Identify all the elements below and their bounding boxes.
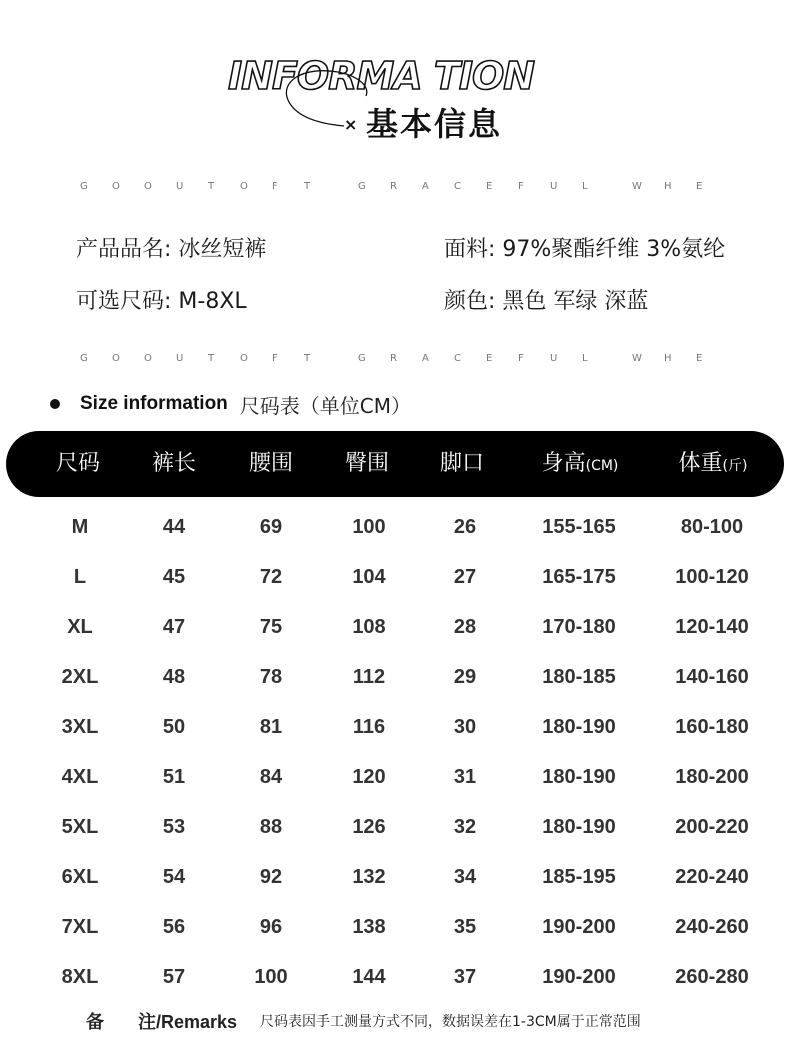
table-cell: 84 bbox=[259, 766, 283, 788]
tagline-letter: T bbox=[304, 353, 311, 364]
tagline-letter: U bbox=[176, 181, 184, 192]
header-unit: (CM) bbox=[585, 458, 619, 474]
tagline-letter: F bbox=[272, 353, 278, 364]
header-label: 臀围 bbox=[344, 451, 389, 476]
tagline-letter: E bbox=[486, 353, 493, 364]
table-cell: 132 bbox=[352, 866, 386, 888]
remarks-text: 尺码表因手工测量方式不同，数据误差在1-3CM属于正常范围 bbox=[260, 1014, 641, 1030]
table-cell: 126 bbox=[352, 816, 386, 838]
table-cell: 220-240 bbox=[675, 866, 749, 888]
tagline-letter: R bbox=[390, 181, 397, 192]
table-cell: 180-185 bbox=[542, 666, 616, 688]
table-cell: 81 bbox=[259, 716, 283, 738]
table-row bbox=[0, 912, 790, 942]
table-cell: 29 bbox=[453, 666, 477, 688]
info-logo bbox=[220, 52, 535, 144]
header-label: 体重 bbox=[678, 451, 723, 476]
table-cell: 50 bbox=[162, 716, 186, 738]
tagline-letter: W bbox=[632, 353, 642, 364]
table-cell: 116 bbox=[352, 716, 386, 738]
table-cell: 180-190 bbox=[542, 716, 616, 738]
table-row bbox=[0, 812, 790, 842]
table-cell: 100 bbox=[352, 516, 386, 538]
logo-subtitle: 基本信息 bbox=[366, 105, 503, 143]
tagline-bottom bbox=[80, 353, 720, 367]
tagline-letter: U bbox=[176, 353, 184, 364]
table-cell: 165-175 bbox=[542, 566, 616, 588]
table-cell: 96 bbox=[259, 916, 283, 938]
tagline-letter: E bbox=[696, 181, 703, 192]
table-cell: 104 bbox=[352, 566, 386, 588]
bullet-icon bbox=[50, 399, 60, 409]
table-row bbox=[0, 612, 790, 642]
table-cell: 5XL bbox=[61, 816, 99, 838]
table-cell: 69 bbox=[259, 516, 283, 538]
tagline-letter: L bbox=[582, 353, 588, 364]
table-cell: 155-165 bbox=[542, 516, 616, 538]
tagline-letter: W bbox=[632, 181, 642, 192]
table-cell: 200-220 bbox=[675, 816, 749, 838]
table-cell: 32 bbox=[453, 816, 477, 838]
table-cell: 8XL bbox=[61, 966, 99, 988]
tagline-letter: E bbox=[696, 353, 703, 364]
table-cell: 57 bbox=[162, 966, 186, 988]
table-row bbox=[0, 762, 790, 792]
product-material: 面料: 97%聚酯纤维 3%氨纶 bbox=[444, 237, 726, 262]
size-title-cn: 尺码表（单位CM） bbox=[239, 393, 412, 418]
table-cell: 30 bbox=[453, 716, 477, 738]
size-title-en: Size information bbox=[80, 393, 228, 414]
table-header-cell bbox=[653, 431, 773, 497]
table-cell: 75 bbox=[259, 616, 283, 638]
tagline-letter: U bbox=[550, 353, 558, 364]
tagline-letter: U bbox=[550, 181, 558, 192]
table-cell: 6XL bbox=[61, 866, 99, 888]
table-row bbox=[0, 962, 790, 992]
table-cell: 80-100 bbox=[680, 516, 744, 538]
table-cell: 160-180 bbox=[675, 716, 749, 738]
tagline-letter: F bbox=[518, 353, 524, 364]
tagline-letter: O bbox=[240, 353, 248, 364]
table-cell: 2XL bbox=[61, 666, 99, 688]
table-cell: 31 bbox=[453, 766, 477, 788]
tagline-letter: O bbox=[112, 181, 120, 192]
table-cell: M bbox=[71, 516, 89, 538]
header-label: 裤长 bbox=[151, 451, 196, 476]
tagline-letter: T bbox=[208, 353, 215, 364]
tagline-letter: G bbox=[358, 181, 366, 192]
table-cell: 35 bbox=[453, 916, 477, 938]
tagline-top bbox=[80, 181, 720, 195]
tagline-letter: F bbox=[518, 181, 524, 192]
header-label: 身高 bbox=[541, 451, 586, 476]
table-cell: 100 bbox=[254, 966, 288, 988]
header-unit: (斤) bbox=[722, 458, 748, 474]
table-cell: 56 bbox=[162, 916, 186, 938]
table-row bbox=[0, 562, 790, 592]
table-cell: 44 bbox=[162, 516, 186, 538]
table-cell: 45 bbox=[162, 566, 186, 588]
table-cell: 3XL bbox=[61, 716, 99, 738]
table-cell: 51 bbox=[162, 766, 186, 788]
tagline-letter: O bbox=[144, 353, 152, 364]
table-cell: 72 bbox=[259, 566, 283, 588]
table-cell: 190-200 bbox=[542, 916, 616, 938]
table-row bbox=[0, 862, 790, 892]
tagline-letter: L bbox=[582, 181, 588, 192]
logo-wordmark: INFORMA TION bbox=[228, 54, 535, 98]
table-cell: 120 bbox=[352, 766, 386, 788]
tagline-letter: O bbox=[144, 181, 152, 192]
table-cell: XL bbox=[67, 616, 93, 638]
tagline-letter: R bbox=[390, 353, 397, 364]
tagline-letter: H bbox=[664, 353, 672, 364]
tagline-letter: T bbox=[304, 181, 311, 192]
table-cell: 112 bbox=[352, 666, 386, 688]
tagline-letter: C bbox=[454, 181, 461, 192]
table-cell: 26 bbox=[453, 516, 477, 538]
product-sizes: 可选尺码: M-8XL bbox=[76, 289, 247, 314]
table-cell: 100-120 bbox=[675, 566, 749, 588]
tagline-letter: O bbox=[240, 181, 248, 192]
table-cell: 108 bbox=[352, 616, 386, 638]
table-cell: 54 bbox=[162, 866, 186, 888]
tagline-letter: H bbox=[664, 181, 672, 192]
remarks-label-a: 备 bbox=[86, 1012, 104, 1032]
product-name: 产品品名: 冰丝短裤 bbox=[76, 237, 267, 262]
tagline-letter: F bbox=[272, 181, 278, 192]
table-header-cell bbox=[402, 431, 522, 497]
table-cell: 4XL bbox=[61, 766, 99, 788]
table-cell: 120-140 bbox=[675, 616, 749, 638]
table-header-cell bbox=[520, 431, 640, 497]
table-cell: 138 bbox=[352, 916, 386, 938]
table-cell: 47 bbox=[162, 616, 186, 638]
size-section-title bbox=[50, 390, 411, 418]
product-colors: 颜色: 黑色 军绿 深蓝 bbox=[444, 289, 649, 314]
tagline-letter: A bbox=[422, 353, 429, 364]
table-cell: 28 bbox=[453, 616, 477, 638]
table-cell: 27 bbox=[453, 566, 477, 588]
table-cell: 7XL bbox=[61, 916, 99, 938]
table-cell: 260-280 bbox=[675, 966, 749, 988]
tagline-letter: G bbox=[80, 353, 88, 364]
header-label: 尺码 bbox=[55, 451, 100, 476]
table-cell: 180-190 bbox=[542, 816, 616, 838]
table-row bbox=[0, 662, 790, 692]
table-cell: 88 bbox=[259, 816, 283, 838]
remarks-label-b: 注/Remarks bbox=[138, 1012, 238, 1032]
tagline-letter: O bbox=[112, 353, 120, 364]
table-row bbox=[0, 712, 790, 742]
header-label: 脚口 bbox=[439, 451, 484, 476]
tagline-letter: G bbox=[80, 181, 88, 192]
table-cell: 180-200 bbox=[675, 766, 749, 788]
tagline-letter: E bbox=[486, 181, 493, 192]
table-cell: 78 bbox=[259, 666, 283, 688]
table-cell: 240-260 bbox=[675, 916, 749, 938]
tagline-letter: T bbox=[208, 181, 215, 192]
table-cell: 53 bbox=[162, 816, 186, 838]
table-cell: 92 bbox=[259, 866, 283, 888]
tagline-letter: A bbox=[422, 181, 429, 192]
logo-x-mark-icon: × bbox=[344, 115, 358, 134]
table-cell: 180-190 bbox=[542, 766, 616, 788]
table-cell: 140-160 bbox=[675, 666, 749, 688]
table-row bbox=[0, 512, 790, 542]
size-table-header bbox=[6, 431, 784, 497]
table-cell: 190-200 bbox=[542, 966, 616, 988]
table-cell: L bbox=[73, 566, 87, 588]
table-cell: 185-195 bbox=[542, 866, 616, 888]
table-cell: 170-180 bbox=[542, 616, 616, 638]
table-cell: 144 bbox=[352, 966, 386, 988]
tagline-letter: G bbox=[358, 353, 366, 364]
table-cell: 48 bbox=[162, 666, 186, 688]
table-cell: 34 bbox=[453, 866, 477, 888]
header-label: 腰围 bbox=[248, 451, 293, 476]
table-cell: 37 bbox=[453, 966, 477, 988]
tagline-letter: C bbox=[454, 353, 461, 364]
